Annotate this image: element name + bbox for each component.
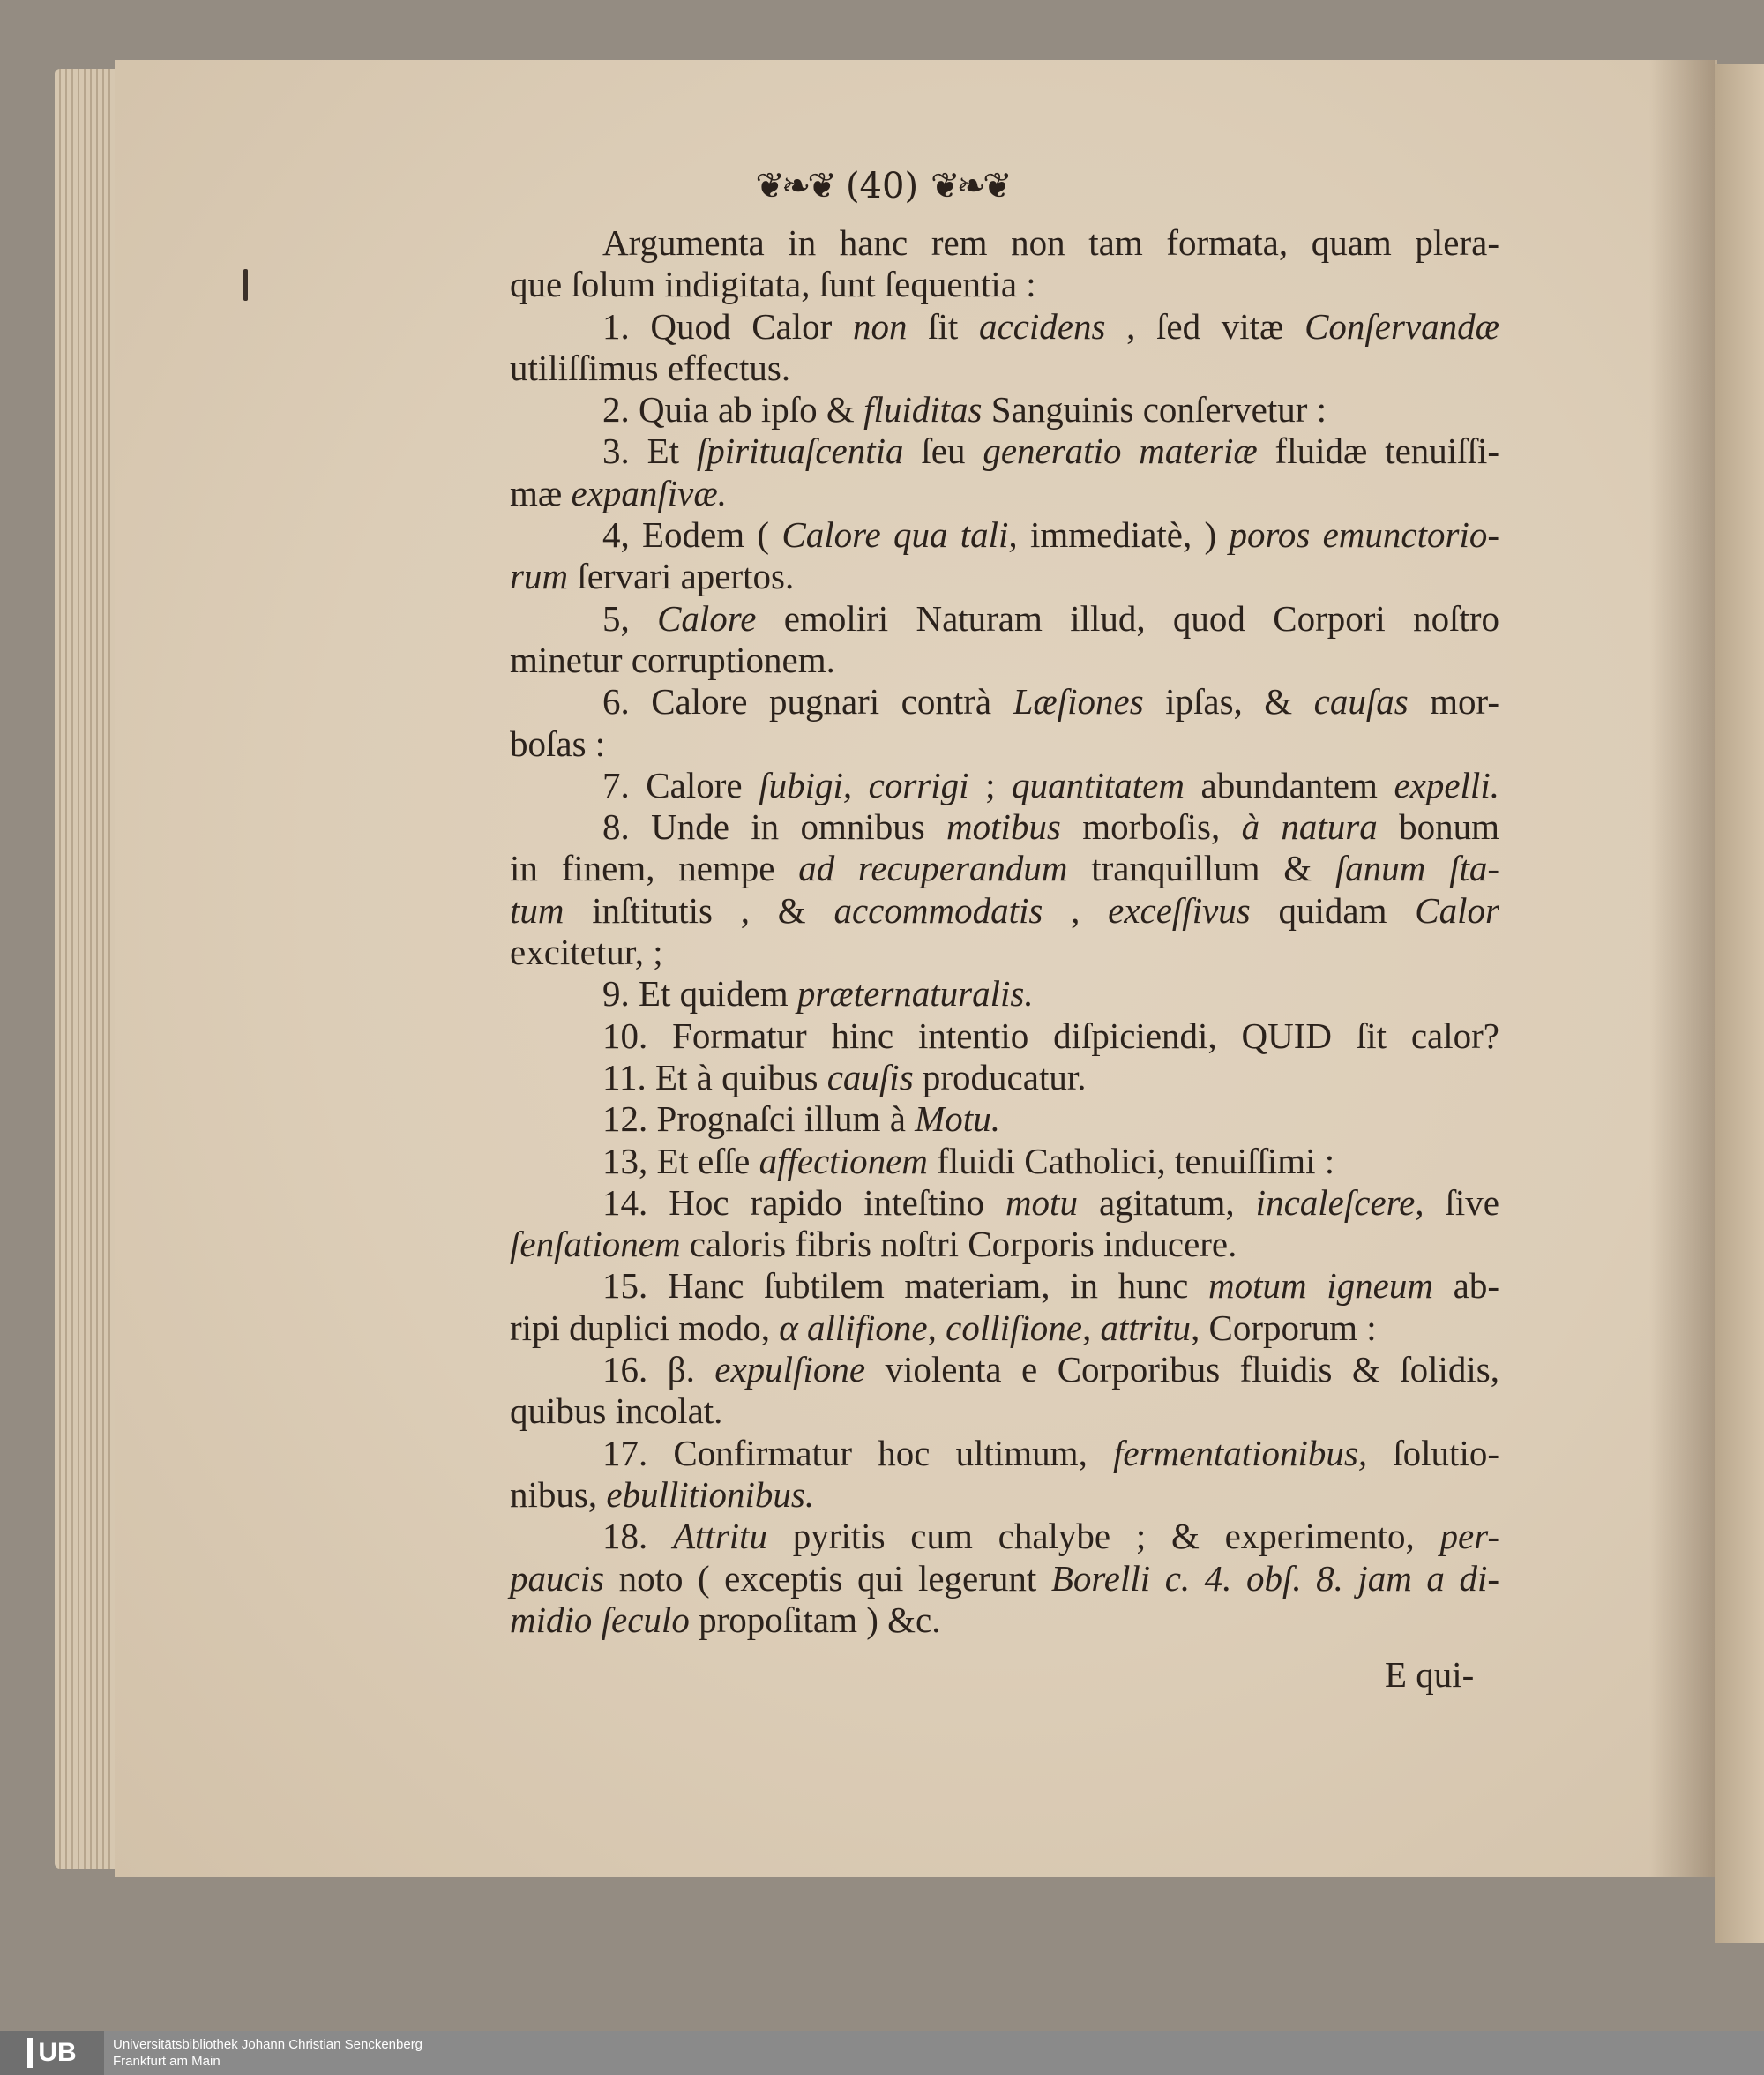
text-segment: ab- [1432,1265,1499,1307]
text-segment: ripi duplici modo, [510,1307,780,1348]
text-segment: ſit [907,305,979,347]
ub-logo[interactable] [0,2031,104,2075]
page-number: (40) [845,166,919,206]
italic-text: Calore [657,597,757,639]
text-line [510,1182,1499,1224]
text-segment: Corporum : [1200,1307,1377,1348]
ornament-right-icon: ❦❧❦ [931,166,1009,206]
text-segment: 13, Et eſſe [602,1140,759,1181]
text-segment: ; [968,764,1013,805]
text-segment: ſive [1424,1181,1500,1223]
italic-text: affectionem [759,1140,928,1181]
text-segment: 14. Hoc rapido inteſtino [602,1181,1005,1223]
italic-text: tum [510,889,564,931]
text-line [510,473,1499,514]
italic-text: motum igneum [1208,1265,1433,1307]
italic-text: fluiditas [863,389,983,431]
italic-text: accidens [978,305,1106,347]
italic-text: cauſas [1313,681,1409,723]
text-line [510,890,1499,932]
text-segment: in finem, nempe [510,848,799,889]
italic-text: ſpirituaſcentia [696,431,904,472]
text-segment: excitetur, ; [510,932,663,973]
italic-text: expelli. [1394,764,1499,805]
text-segment: 7. Calore [602,764,759,805]
italic-text: Conſervandæ [1304,305,1499,347]
text-segment: nibus, [510,1473,607,1515]
italic-text: expulſione [714,1349,866,1390]
text-line [510,306,1499,348]
italic-text: Calor [1415,889,1499,931]
italic-text: paucis [510,1557,605,1599]
text-segment: fluidi Catholici, tenuiſſimi : [927,1140,1335,1181]
text-line [510,389,1499,431]
text-segment: boſas : [510,723,606,764]
italic-text: exceſſivus [1108,889,1251,931]
text-body [510,222,1499,1641]
text-segment: pyritis cum chalybe ; & experimento, [767,1516,1440,1557]
italic-text: motibus [946,806,1061,848]
text-line [510,1558,1499,1599]
text-segment: immediatè, ) [1017,514,1230,556]
text-segment: utiliſſimus effectus. [510,347,791,388]
italic-text: generatio materiæ [983,431,1258,472]
text-segment: 11. Et à quibus [602,1056,827,1097]
italic-text: ſubigi, corrigi [759,764,969,805]
text-segment: Sanguinis conſervetur : [982,389,1327,431]
text-line [510,1015,1499,1057]
italic-text: à natura [1241,806,1378,848]
text-segment: 8. Unde in omnibus [602,806,947,848]
italic-text: rum [510,556,569,597]
text-segment: agitatum, [1077,1181,1256,1223]
text-segment: 6. Calore pugnari contrà [602,681,1013,723]
italic-text: ebullitionibus. [606,1473,815,1515]
text-line [510,640,1499,681]
italic-text: fermentationibus, [1112,1432,1368,1473]
text-line [510,556,1499,597]
logo-bar-icon [27,2038,33,2068]
text-segment: 1. Quod Calor [602,305,853,347]
text-line [510,1224,1499,1265]
text-segment: 3. Et [602,431,697,472]
text-segment: propoſitam ) &c. [689,1599,941,1640]
text-segment: quidam [1250,889,1416,931]
text-segment: 5, [602,597,658,639]
text-segment: ſeu [903,431,983,472]
text-line [510,765,1499,806]
text-segment: , [1043,889,1109,931]
text-segment: bonum [1377,806,1499,848]
text-line [510,681,1499,723]
text-segment: 18. [602,1516,673,1557]
italic-text: non [852,305,908,347]
text-line [510,1098,1499,1140]
text-segment: 4, Eodem ( [602,514,782,556]
text-segment: mæ [510,472,572,513]
text-segment: noto ( exceptis qui legerunt [604,1557,1051,1599]
page-header [755,166,1008,206]
institution-city: Frankfurt am Main [113,2054,220,2069]
text-line [510,932,1499,973]
text-line [510,1265,1499,1307]
facing-page-edge [1715,64,1764,1943]
text-segment: mor- [1408,681,1500,723]
italic-text: ſenſationem [510,1224,681,1265]
text-segment: 17. Confirmatur hoc ultimum, [602,1432,1113,1473]
text-line [510,431,1499,472]
text-segment: ſolutio- [1367,1432,1499,1473]
text-segment: caloris fibris noſtri Corporis inducere. [680,1224,1237,1265]
text-line [510,806,1499,848]
text-segment: producatur. [913,1056,1087,1097]
italic-text: motu [1005,1181,1078,1223]
italic-text: Læſiones [1013,681,1144,723]
italic-text: quantitatem [1012,764,1185,805]
text-segment: quibus incolat. [510,1390,723,1432]
text-segment: minetur corruptionem. [510,639,835,680]
italic-text: præternaturalis. [796,973,1034,1015]
text-line [510,848,1499,889]
text-line [510,1349,1499,1390]
italic-text: Calore qua tali, [781,514,1018,556]
institution-name: Universitätsbibliothek Johann Christian Senckenberg [113,2037,423,2052]
footer-bar [0,2031,1764,2075]
text-segment: morboſis, [1060,806,1242,848]
text-segment: 16. β. [602,1349,715,1390]
italic-text: cauſis [826,1056,914,1097]
text-segment: 2. Quia ab ipſo & [602,389,864,431]
text-line [510,1141,1499,1182]
text-line [510,514,1499,556]
text-segment: emoliri Naturam illud, quod Corpori noſtro [756,597,1500,639]
italic-text: Attritu [672,1516,768,1557]
italic-text: Borelli c. 4. obſ. 8. jam a di- [1050,1557,1499,1599]
italic-text: incaleſcere, [1255,1181,1424,1223]
catchword: E qui- [1385,1654,1475,1695]
text-segment: inſtitutis , & [564,889,834,931]
text-line [510,1474,1499,1516]
text-segment: ipſas, & [1143,681,1314,723]
text-line [510,222,1499,264]
margin-mark [243,269,248,301]
text-line [510,264,1499,305]
italic-text: accommodatis [833,889,1043,931]
text-line [510,1057,1499,1098]
italic-text: Motu. [915,1098,1000,1140]
text-segment: , ſed vitæ [1105,305,1305,347]
text-line [510,1433,1499,1474]
text-line [510,1390,1499,1432]
text-segment: 9. Et quidem [602,973,797,1015]
text-segment: violenta e Corporibus fluidis & ſolidis, [865,1349,1499,1390]
italic-text: per- [1439,1516,1499,1557]
institution-credit [113,2036,422,2070]
text-segment: 10. Formatur hinc intentio diſpiciendi, QUID ſit calor? [602,1015,1499,1056]
text-segment: 15. Hanc ſubtilem materiam, in hunc [602,1265,1209,1307]
text-line [510,598,1499,640]
text-segment: que ſolum indigitata, ſunt ſequentia : [510,264,1036,305]
text-segment: tranquillum & [1067,848,1335,889]
text-line [510,348,1499,389]
gutter-shadow [1649,60,1715,1877]
italic-text: expanſivæ. [571,472,727,513]
text-line [510,1516,1499,1557]
italic-text: ad recuperandum [798,848,1068,889]
text-segment: fluidæ tenuiſſi- [1257,431,1500,472]
text-segment: ſervari apertos. [568,556,795,597]
ornament-left-icon: ❦❧❦ [755,166,833,206]
text-segment: 12. Prognaſci illum à [602,1098,916,1140]
text-line [510,723,1499,765]
text-line [510,973,1499,1015]
italic-text: ſanum ſta- [1334,848,1500,889]
italic-text: poros emunctorio- [1229,514,1499,556]
text-line [510,1307,1499,1349]
text-segment: abundantem [1184,764,1394,805]
italic-text: α allifione, colliſione, attritu, [779,1307,1200,1348]
logo-text: UB [38,2038,77,2067]
text-segment: Argumenta in hanc rem non tam formata, quam plera- [602,222,1499,263]
italic-text: midio ſeculo [510,1599,690,1640]
text-line [510,1599,1499,1641]
